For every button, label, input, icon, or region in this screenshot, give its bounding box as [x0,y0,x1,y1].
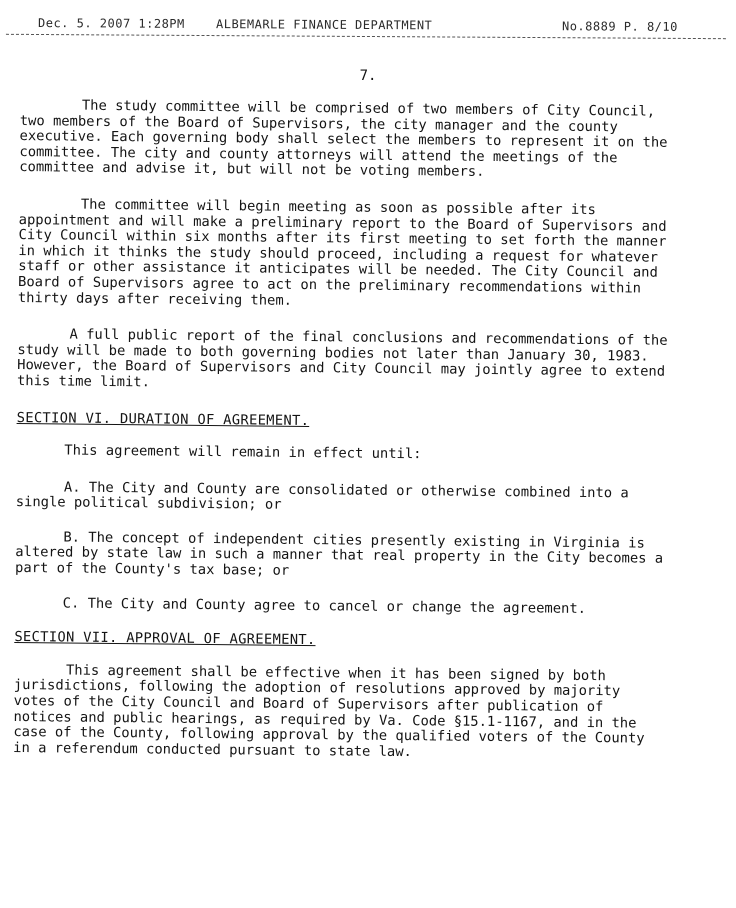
section-7-body: This agreement shall be effective when it has been signed by both jurisdictions, following the adoption of resolutions approved by majority votes of the City Council and Board of Supervisors after publication of notices and public hearings, as required by Va. Code §15.1-1167, and in the case of the County, following approval by the qualified voters of the County in a referendum conducted pursuant to state law. [13,662,645,760]
fax-number-page: No.8889 P. 8/10 [561,19,678,34]
page-number: 7. [359,68,377,84]
fax-header-rule [6,34,726,39]
fax-header [6,12,728,42]
document-body [13,98,675,784]
section-6-heading: SECTION VI. DURATION OF AGREEMENT. [16,409,310,429]
paragraph-committee-composition: The study committee will be comprised of two members of City Council, two members of the Board of Supervisors, the city manager and the county executive. Each governing body shall select the members to represent it on the committee. The city and county attorneys will attend the meetings of the committee and advise it, but will not be voting members. [19,97,668,181]
section-6-item-c: C. The City and County agree to cancel or change the agreement. [62,595,587,617]
paragraph-committee-meetings: The committee will begin meeting as soon as possible after its appointment and will make a preliminary report to the Board of Supervisors and City Council within six months after its first meeting to set forth the manner in which it thinks the study should proceed, including a request for whatever staff or other assistance it anticipates will be needed. The City Council and Board of Supervisors agree to act on the preliminary recommendations within thirty days after receiving them. [17,196,667,309]
section-6-intro: This agreement will remain in effect until: [64,442,422,463]
section-6-item-b: B. The concept of independent cities presently existing in Virginia is altered by state law in such a manner that real property in the City becomes a part of the County's tax base; or [14,529,664,579]
fax-department: ALBEMARLE FINANCE DEPARTMENT [215,17,433,33]
section-6-item-a: A. The City and County are consolidated or otherwise combined into a single political subdivision; or [15,479,629,514]
section-7-heading: SECTION VII. APPROVAL OF AGREEMENT. [14,629,316,649]
fax-date-time: Dec. 5. 2007 1:28PM [37,15,185,31]
paragraph-public-report: A full public report of the final conclusions and recommendations of the study will be made to both governing bodies not later than January 30, 1983. However, the Board of Supervisors and City Council may jointly agree to extend this time limit. [16,326,668,391]
